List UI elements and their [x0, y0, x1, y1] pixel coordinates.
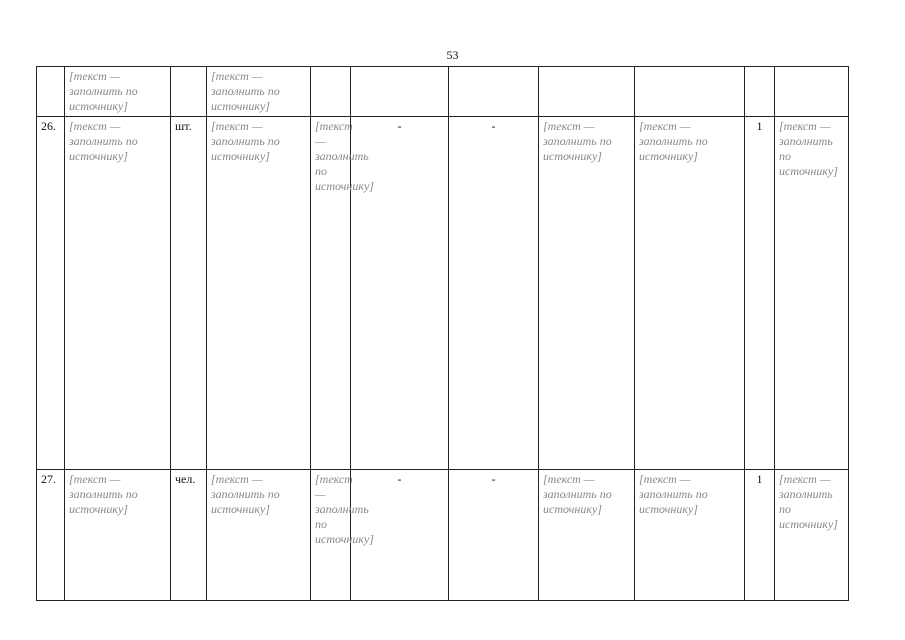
row-number: 27.: [37, 470, 65, 601]
unit-cell: шт.: [171, 117, 207, 470]
continued-row: [текст — заполнить по источнику] [текст — заполнить по источнику]: [37, 67, 849, 117]
indicator-table: [36, 66, 849, 601]
row-number: 26.: [37, 117, 65, 470]
page-number: 53: [446, 48, 459, 62]
unit-cell: чел.: [171, 470, 207, 601]
table-row: 27. [текст — заполнить по источнику] чел. [текст — заполнить по источнику] [текст — заполнить по источнику] - - [текст — заполнить по источнику] [текст — заполнить по источнику] 1 [текст — заполнить по источнику]: [37, 470, 849, 601]
table-row: 26. [текст — заполнить по источнику] шт. [текст — заполнить по источнику] [текст — заполнить по источнику] - - [текст — заполнить по источнику] [текст — заполнить по источнику] 1 [текст — заполнить по источнику]: [37, 117, 849, 470]
